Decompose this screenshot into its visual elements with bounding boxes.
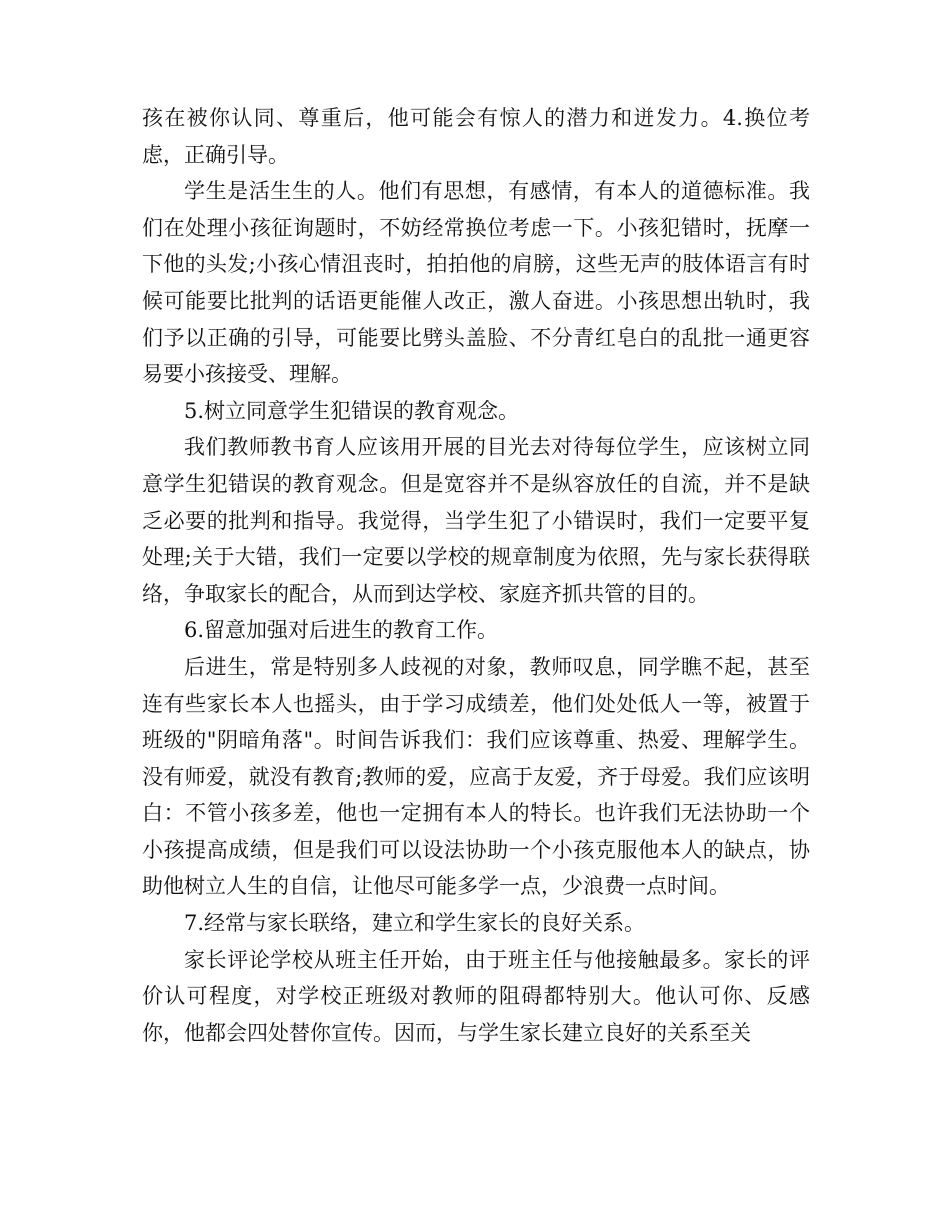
paragraph-4: 后进生，常是特别多人歧视的对象，教师叹息，同学瞧不起，甚至连有些家长本人也摇头，由于学习成绩差，他们处处低人一等，被置于班级的"阴暗角落"。时间告诉我们：我们应该尊重、热爱、理解学生。没有师爱，就没有教育;教师的爱，应高于友爱，齐于母爱。我们应该明白：不管小孩多差，他也一定拥有本人的特长。也许我们无法协助一个小孩提高成绩，但是我们可以设法协助一个小孩克服他本人的缺点，协助他树立人生的自信，让他尽可能多学一点，少浪费一点时间。 <box>142 654 810 899</box>
paragraph-2: 学生是活生生的人。他们有思想，有感情，有本人的道德标准。我们在处理小孩征询题时，不妨经常换位考虑一下。小孩犯错时，抚摩一下他的头发;小孩心情沮丧时，拍拍他的肩膀，这些无声的肢体语言有时候可能要比批判的话语更能催人改正，激人奋进。小孩思想出轨时，我们予以正确的引导，可能要比劈头盖脸、不分青红皂白的乱批一通更容易要小孩接受、理解。 <box>142 179 810 387</box>
heading-7: 7.经常与家长联络，建立和学生家长的良好关系。 <box>184 911 646 936</box>
heading-6: 6.留意加强对后进生的教育工作。 <box>184 618 499 643</box>
paragraph-3: 我们教师教书育人应该用开展的目光去对待每位学生，应该树立同意学生犯错误的教育观念。但是宽容并不是纵容放任的自流，并不是缺乏必要的批判和指导。我觉得，当学生犯了小错误时，我们一定要平复处理;关于大错，我们一定要以学校的规章制度为依照，先与家长获得联络，争取家长的配合，从而到达学校、家庭齐抓共管的目的。 <box>142 435 810 606</box>
paragraph-5: 家长评论学校从班主任开始，由于班主任与他接触最多。家长的评价认可程度，对学校正班级对教师的阻碍都特别大。他认可你、反感你，他都会四处替你宣传。因而，与学生家长建立良好的关系至关 <box>142 947 810 1045</box>
heading-5: 5.树立同意学生犯错误的教育观念。 <box>184 398 520 423</box>
document-body <box>142 100 810 1051</box>
paragraph-1: 孩在被你认同、尊重后，他可能会有惊人的潜力和迸发力。4.换位考虑，正确引导。 <box>142 106 810 167</box>
